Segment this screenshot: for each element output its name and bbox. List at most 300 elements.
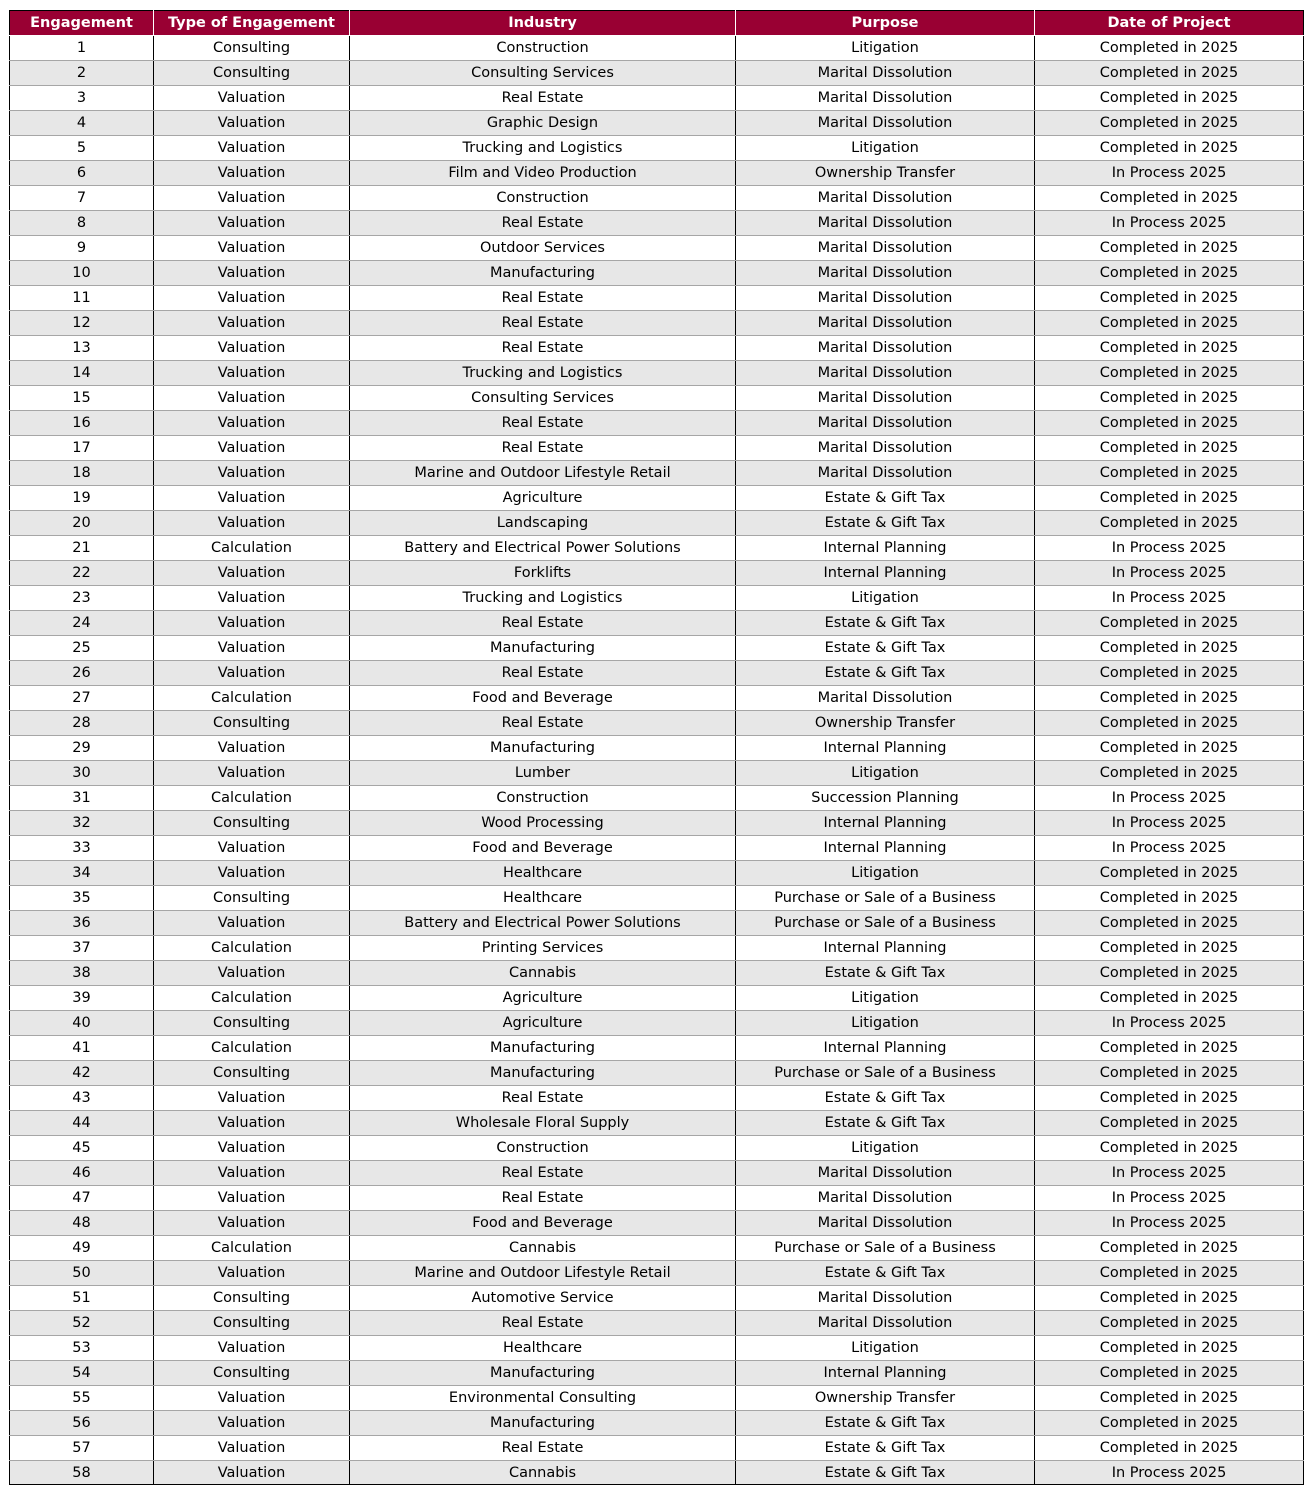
cell-purpose: Marital Dissolution — [736, 386, 1035, 411]
table-row — [10, 811, 1304, 836]
cell-purpose: Estate & Gift Tax — [736, 636, 1035, 661]
cell-purpose: Purchase or Sale of a Business — [736, 1061, 1035, 1086]
cell-date-of-project: Completed in 2025 — [1035, 311, 1304, 336]
cell-purpose: Litigation — [736, 1011, 1035, 1036]
cell-purpose: Internal Planning — [736, 536, 1035, 561]
cell-type-of-engagement: Valuation — [154, 411, 350, 436]
cell-engagement: 21 — [10, 536, 154, 561]
cell-engagement: 8 — [10, 211, 154, 236]
cell-engagement: 4 — [10, 111, 154, 136]
cell-type-of-engagement: Valuation — [154, 661, 350, 686]
cell-engagement: 50 — [10, 1261, 154, 1286]
table-row — [10, 611, 1304, 636]
cell-date-of-project: In Process 2025 — [1111, 1464, 1227, 1481]
cell-type-of-engagement: Valuation — [154, 1111, 350, 1136]
cell-industry: Manufacturing — [350, 636, 736, 661]
cell-date-of-project: Completed in 2025 — [1035, 1436, 1304, 1461]
cell-engagement: 48 — [10, 1211, 154, 1236]
cell-date-of-project: Completed in 2025 — [1035, 186, 1304, 211]
cell-purpose: Marital Dissolution — [736, 1186, 1035, 1211]
cell-type-of-engagement: Valuation — [154, 461, 350, 486]
cell-date-of-project: Completed in 2025 — [1035, 761, 1304, 786]
cell-industry: Real Estate — [350, 661, 736, 686]
cell-industry: Battery and Electrical Power Solutions — [350, 911, 736, 936]
cell-purpose: Internal Planning — [736, 936, 1035, 961]
cell-engagement: 3 — [10, 86, 154, 111]
cell-date-of-project: In Process 2025 — [1035, 161, 1304, 186]
cell-purpose: Ownership Transfer — [736, 1386, 1035, 1411]
cell-type-of-engagement: Valuation — [154, 211, 350, 236]
cell-purpose: Litigation — [736, 1136, 1035, 1161]
column-header-date-of-project: Date of Project — [1035, 11, 1304, 36]
cell-industry: Cannabis — [350, 1236, 736, 1261]
cell-industry: Graphic Design — [350, 111, 736, 136]
cell-date-of-project: Completed in 2025 — [1035, 86, 1304, 111]
cell-date-of-project: In Process 2025 — [1035, 1011, 1304, 1036]
cell-engagement: 30 — [10, 761, 154, 786]
table-row — [10, 1461, 1304, 1485]
cell-type-of-engagement: Consulting — [154, 711, 350, 736]
cell-industry: Food and Beverage — [350, 836, 736, 861]
cell-type-of-engagement: Valuation — [154, 911, 350, 936]
cell-industry: Trucking and Logistics — [350, 361, 736, 386]
cell-industry: Real Estate — [350, 1086, 736, 1111]
cell-date-of-project: Completed in 2025 — [1035, 661, 1304, 686]
cell-industry: Food and Beverage — [350, 686, 736, 711]
cell-engagement: 33 — [10, 836, 154, 861]
column-header-type-of-engagement: Type of Engagement — [154, 11, 350, 36]
cell-engagement: 53 — [10, 1336, 154, 1361]
table-row — [10, 936, 1304, 961]
cell-type-of-engagement: Calculation — [154, 1036, 350, 1061]
cell-date-of-project: Completed in 2025 — [1035, 261, 1304, 286]
cell-industry: Automotive Service — [350, 1286, 736, 1311]
cell-purpose: Internal Planning — [736, 836, 1035, 861]
cell-date-of-project: Completed in 2025 — [1035, 686, 1304, 711]
cell-purpose: Purchase or Sale of a Business — [736, 886, 1035, 911]
cell-engagement: 37 — [10, 936, 154, 961]
cell-date-of-project: Completed in 2025 — [1035, 286, 1304, 311]
cell-date-of-project: Completed in 2025 — [1035, 1361, 1304, 1386]
cell-engagement: 29 — [10, 736, 154, 761]
cell-engagement: 2 — [10, 61, 154, 86]
cell-industry: Agriculture — [350, 986, 736, 1011]
cell-type-of-engagement: Valuation — [154, 1411, 350, 1436]
table-row — [10, 1261, 1304, 1286]
cell-purpose: Litigation — [736, 986, 1035, 1011]
cell-purpose: Marital Dissolution — [736, 1286, 1035, 1311]
cell-engagement: 47 — [10, 1186, 154, 1211]
table-row — [10, 61, 1304, 86]
cell-date-of-project: In Process 2025 — [1035, 1211, 1304, 1236]
cell-engagement: 5 — [10, 136, 154, 161]
cell-type-of-engagement: Valuation — [154, 511, 350, 536]
cell-industry: Film and Video Production — [350, 161, 736, 186]
table-row — [10, 1011, 1304, 1036]
cell-date-of-project: Completed in 2025 — [1035, 1286, 1304, 1311]
table-row — [10, 161, 1304, 186]
table-row — [10, 336, 1304, 361]
cell-date-of-project: Completed in 2025 — [1035, 1036, 1304, 1061]
cell-type-of-engagement: Calculation — [154, 1236, 350, 1261]
cell-engagement: 25 — [10, 636, 154, 661]
cell-industry: Real Estate — [350, 611, 736, 636]
cell-industry: Real Estate — [350, 1311, 736, 1336]
table-row — [10, 1386, 1304, 1411]
cell-date-of-project: Completed in 2025 — [1035, 1336, 1304, 1361]
cell-engagement: 19 — [10, 486, 154, 511]
cell-type-of-engagement: Valuation — [154, 736, 350, 761]
cell-type-of-engagement: Consulting — [154, 1361, 350, 1386]
cell-industry: Manufacturing — [350, 736, 736, 761]
cell-engagement: 12 — [10, 311, 154, 336]
cell-purpose: Estate & Gift Tax — [736, 1261, 1035, 1286]
cell-purpose: Litigation — [736, 36, 1035, 61]
cell-date-of-project: Completed in 2025 — [1035, 711, 1304, 736]
cell-engagement: 54 — [10, 1361, 154, 1386]
cell-type-of-engagement: Consulting — [154, 886, 350, 911]
cell-type-of-engagement: Valuation — [154, 111, 350, 136]
cell-purpose: Purchase or Sale of a Business — [736, 1236, 1035, 1261]
cell-industry: Construction — [350, 36, 736, 61]
table-row — [10, 986, 1304, 1011]
cell-date-of-project: Completed in 2025 — [1035, 636, 1304, 661]
cell-date-of-project: Completed in 2025 — [1035, 386, 1304, 411]
cell-date-of-project: In Process 2025 — [1035, 811, 1304, 836]
cell-type-of-engagement: Consulting — [154, 1011, 350, 1036]
table-row — [10, 386, 1304, 411]
cell-type-of-engagement: Consulting — [154, 36, 350, 61]
cell-purpose: Marital Dissolution — [736, 86, 1035, 111]
cell-type-of-engagement: Consulting — [154, 1061, 350, 1086]
cell-purpose: Marital Dissolution — [736, 336, 1035, 361]
cell-date-of-project: Completed in 2025 — [1035, 1136, 1304, 1161]
table-row — [10, 361, 1304, 386]
cell-industry: Healthcare — [350, 886, 736, 911]
cell-engagement: 49 — [10, 1236, 154, 1261]
cell-engagement: 46 — [10, 1161, 154, 1186]
table-row — [10, 36, 1304, 61]
cell-type-of-engagement: Calculation — [154, 936, 350, 961]
cell-type-of-engagement: Calculation — [154, 536, 350, 561]
cell-engagement: 52 — [10, 1311, 154, 1336]
table-row — [10, 911, 1304, 936]
table-header — [10, 11, 1304, 36]
cell-industry: Consulting Services — [350, 386, 736, 411]
cell-purpose: Marital Dissolution — [736, 1211, 1035, 1236]
cell-type-of-engagement: Valuation — [154, 1436, 350, 1461]
cell-engagement: 35 — [10, 886, 154, 911]
cell-industry: Landscaping — [350, 511, 736, 536]
cell-purpose: Litigation — [736, 136, 1035, 161]
cell-type-of-engagement: Valuation — [154, 286, 350, 311]
table-row — [10, 311, 1304, 336]
cell-purpose: Estate & Gift Tax — [736, 961, 1035, 986]
cell-industry: Real Estate — [350, 211, 736, 236]
cell-date-of-project: Completed in 2025 — [1035, 1111, 1304, 1136]
table-row — [10, 886, 1304, 911]
cell-engagement: 56 — [10, 1411, 154, 1436]
table-row — [10, 561, 1304, 586]
cell-engagement: 57 — [10, 1436, 154, 1461]
table-row — [10, 136, 1304, 161]
table-row — [10, 111, 1304, 136]
cell-industry: Construction — [350, 186, 736, 211]
table-row — [10, 236, 1304, 261]
cell-purpose: Marital Dissolution — [736, 1161, 1035, 1186]
table-row — [10, 1111, 1304, 1136]
cell-engagement: 28 — [10, 711, 154, 736]
cell-date-of-project: In Process 2025 — [1035, 1161, 1304, 1186]
cell-date-of-project: Completed in 2025 — [1035, 361, 1304, 386]
cell-engagement: 44 — [10, 1111, 154, 1136]
cell-purpose: Marital Dissolution — [736, 436, 1035, 461]
cell-industry: Real Estate — [350, 336, 736, 361]
cell-industry: Manufacturing — [350, 1061, 736, 1086]
cell-engagement: 22 — [10, 561, 154, 586]
cell-engagement: 42 — [10, 1061, 154, 1086]
table-row — [10, 786, 1304, 811]
cell-type-of-engagement: Valuation — [154, 836, 350, 861]
cell-type-of-engagement: Valuation — [154, 1461, 350, 1485]
cell-engagement: 1 — [10, 36, 154, 61]
cell-industry: Trucking and Logistics — [350, 136, 736, 161]
table-body — [10, 36, 1304, 1485]
cell-purpose: Marital Dissolution — [736, 311, 1035, 336]
cell-purpose: Marital Dissolution — [736, 211, 1035, 236]
table-row — [10, 1211, 1304, 1236]
cell-industry: Agriculture — [350, 486, 736, 511]
table-row — [10, 636, 1304, 661]
cell-date-of-project: In Process 2025 — [1035, 561, 1304, 586]
column-header-industry: Industry — [350, 11, 736, 36]
table-row — [10, 211, 1304, 236]
cell-date-of-project: In Process 2025 — [1035, 786, 1304, 811]
cell-purpose: Marital Dissolution — [736, 61, 1035, 86]
cell-type-of-engagement: Valuation — [154, 361, 350, 386]
cell-date-of-project: Completed in 2025 — [1035, 861, 1304, 886]
cell-date-of-project: Completed in 2025 — [1035, 111, 1304, 136]
header-row — [10, 11, 1304, 36]
cell-industry: Healthcare — [350, 861, 736, 886]
cell-type-of-engagement: Valuation — [154, 1261, 350, 1286]
table-row — [10, 1336, 1304, 1361]
cell-industry: Trucking and Logistics — [350, 586, 736, 611]
column-header-purpose: Purpose — [736, 11, 1035, 36]
cell-industry: Environmental Consulting — [350, 1386, 736, 1411]
table-row — [10, 511, 1304, 536]
cell-industry: Food and Beverage — [350, 1211, 736, 1236]
table-row — [10, 486, 1304, 511]
table-row — [10, 1236, 1304, 1261]
cell-type-of-engagement: Calculation — [154, 786, 350, 811]
cell-industry: Agriculture — [350, 1011, 736, 1036]
table-row — [10, 711, 1304, 736]
column-header-engagement: Engagement — [10, 11, 154, 36]
table-row — [10, 1036, 1304, 1061]
cell-industry: Real Estate — [350, 436, 736, 461]
cell-date-of-project: In Process 2025 — [1035, 211, 1304, 236]
cell-industry: Real Estate — [350, 1186, 736, 1211]
cell-purpose: Internal Planning — [736, 811, 1035, 836]
cell-purpose: Litigation — [736, 761, 1035, 786]
cell-purpose: Marital Dissolution — [736, 261, 1035, 286]
table-row — [10, 1161, 1304, 1186]
cell-date-of-project: Completed in 2025 — [1035, 136, 1304, 161]
cell-type-of-engagement: Valuation — [154, 761, 350, 786]
cell-engagement: 34 — [10, 861, 154, 886]
cell-engagement: 31 — [10, 786, 154, 811]
cell-type-of-engagement: Valuation — [154, 161, 350, 186]
cell-date-of-project: Completed in 2025 — [1035, 411, 1304, 436]
cell-engagement: 10 — [10, 261, 154, 286]
cell-engagement: 15 — [10, 386, 154, 411]
cell-industry: Marine and Outdoor Lifestyle Retail — [350, 461, 736, 486]
cell-type-of-engagement: Valuation — [154, 1136, 350, 1161]
table-row — [10, 1436, 1304, 1461]
cell-purpose: Estate & Gift Tax — [736, 1086, 1035, 1111]
cell-date-of-project: Completed in 2025 — [1035, 336, 1304, 361]
cell-purpose: Marital Dissolution — [736, 461, 1035, 486]
cell-industry: Consulting Services — [350, 61, 736, 86]
cell-industry: Manufacturing — [350, 1361, 736, 1386]
cell-date-of-project: In Process 2025 — [1035, 836, 1304, 861]
cell-date-of-project: Completed in 2025 — [1035, 961, 1304, 986]
cell-engagement: 41 — [10, 1036, 154, 1061]
engagements-table — [9, 10, 1304, 1485]
cell-purpose: Ownership Transfer — [736, 711, 1035, 736]
cell-type-of-engagement: Valuation — [154, 1336, 350, 1361]
cell-type-of-engagement: Consulting — [154, 1311, 350, 1336]
cell-type-of-engagement: Valuation — [154, 1186, 350, 1211]
table-row — [10, 661, 1304, 686]
cell-date-of-project: Completed in 2025 — [1035, 1061, 1304, 1086]
table-row — [10, 1086, 1304, 1111]
cell-type-of-engagement: Valuation — [154, 636, 350, 661]
cell-type-of-engagement: Valuation — [154, 861, 350, 886]
cell-industry: Wood Processing — [350, 811, 736, 836]
cell-engagement: 9 — [10, 236, 154, 261]
cell-type-of-engagement: Valuation — [154, 236, 350, 261]
cell-engagement: 27 — [10, 686, 154, 711]
cell-type-of-engagement: Consulting — [154, 811, 350, 836]
table-row — [10, 1361, 1304, 1386]
cell-type-of-engagement: Valuation — [154, 136, 350, 161]
cell-type-of-engagement: Valuation — [154, 311, 350, 336]
cell-purpose: Estate & Gift Tax — [736, 1111, 1035, 1136]
table-row — [10, 461, 1304, 486]
table-row — [10, 86, 1304, 111]
cell-date-of-project: Completed in 2025 — [1035, 36, 1304, 61]
cell-engagement: 20 — [10, 511, 154, 536]
table-row — [10, 1411, 1304, 1436]
cell-industry: Construction — [350, 786, 736, 811]
cell-industry: Construction — [350, 1136, 736, 1161]
cell-purpose: Marital Dissolution — [736, 186, 1035, 211]
cell-purpose: Marital Dissolution — [736, 411, 1035, 436]
table-row — [10, 411, 1304, 436]
cell-purpose: Marital Dissolution — [736, 286, 1035, 311]
cell-purpose: Litigation — [736, 861, 1035, 886]
cell-type-of-engagement: Valuation — [154, 86, 350, 111]
cell-purpose: Estate & Gift Tax — [736, 1436, 1035, 1461]
cell-date-of-project: Completed in 2025 — [1035, 461, 1304, 486]
cell-purpose: Estate & Gift Tax — [736, 1461, 1035, 1485]
cell-type-of-engagement: Consulting — [154, 61, 350, 86]
table-row — [10, 586, 1304, 611]
cell-engagement: 43 — [10, 1086, 154, 1111]
table-row — [10, 836, 1304, 861]
cell-engagement: 16 — [10, 411, 154, 436]
cell-purpose: Estate & Gift Tax — [736, 486, 1035, 511]
cell-purpose: Internal Planning — [736, 1036, 1035, 1061]
cell-engagement: 26 — [10, 661, 154, 686]
cell-type-of-engagement: Valuation — [154, 486, 350, 511]
table-row — [10, 861, 1304, 886]
cell-date-of-project: Completed in 2025 — [1035, 886, 1304, 911]
cell-industry: Cannabis — [350, 1461, 736, 1485]
cell-type-of-engagement: Valuation — [154, 1386, 350, 1411]
cell-type-of-engagement: Calculation — [154, 986, 350, 1011]
cell-type-of-engagement: Valuation — [154, 1086, 350, 1111]
cell-date-of-project: Completed in 2025 — [1035, 936, 1304, 961]
cell-date-of-project: Completed in 2025 — [1035, 611, 1304, 636]
cell-industry: Real Estate — [350, 711, 736, 736]
cell-engagement: 38 — [10, 961, 154, 986]
cell-purpose: Marital Dissolution — [736, 686, 1035, 711]
cell-date-of-project: In Process 2025 — [1035, 586, 1304, 611]
table-row — [10, 436, 1304, 461]
cell-type-of-engagement: Valuation — [154, 1211, 350, 1236]
table-row — [10, 686, 1304, 711]
table-row — [10, 261, 1304, 286]
table-row — [10, 186, 1304, 211]
cell-industry: Healthcare — [350, 1336, 736, 1361]
cell-industry: Lumber — [350, 761, 736, 786]
cell-date-of-project: Completed in 2025 — [1035, 1411, 1304, 1436]
cell-industry: Manufacturing — [350, 1036, 736, 1061]
cell-engagement: 51 — [10, 1286, 154, 1311]
cell-engagement: 40 — [10, 1011, 154, 1036]
cell-engagement: 58 — [10, 1461, 154, 1485]
cell-date-of-project: Completed in 2025 — [1035, 436, 1304, 461]
cell-engagement: 32 — [10, 811, 154, 836]
cell-engagement: 45 — [10, 1136, 154, 1161]
cell-purpose: Litigation — [736, 586, 1035, 611]
cell-purpose: Estate & Gift Tax — [736, 611, 1035, 636]
table-row — [10, 1136, 1304, 1161]
table-row — [10, 536, 1304, 561]
cell-type-of-engagement: Valuation — [154, 561, 350, 586]
cell-industry: Wholesale Floral Supply — [350, 1111, 736, 1136]
cell-purpose: Succession Planning — [736, 786, 1035, 811]
cell-purpose: Estate & Gift Tax — [736, 1411, 1035, 1436]
table-row — [10, 761, 1304, 786]
cell-industry: Marine and Outdoor Lifestyle Retail — [350, 1261, 736, 1286]
cell-date-of-project: In Process 2025 — [1035, 1186, 1304, 1211]
cell-type-of-engagement: Valuation — [154, 586, 350, 611]
cell-industry: Printing Services — [350, 936, 736, 961]
cell-date-of-project: Completed in 2025 — [1035, 61, 1304, 86]
cell-date-of-project: Completed in 2025 — [1035, 1311, 1304, 1336]
cell-engagement: 13 — [10, 336, 154, 361]
table-row — [10, 736, 1304, 761]
cell-industry: Real Estate — [350, 286, 736, 311]
cell-type-of-engagement: Calculation — [154, 686, 350, 711]
cell-purpose: Estate & Gift Tax — [736, 661, 1035, 686]
cell-type-of-engagement: Valuation — [154, 336, 350, 361]
cell-engagement: 11 — [10, 286, 154, 311]
